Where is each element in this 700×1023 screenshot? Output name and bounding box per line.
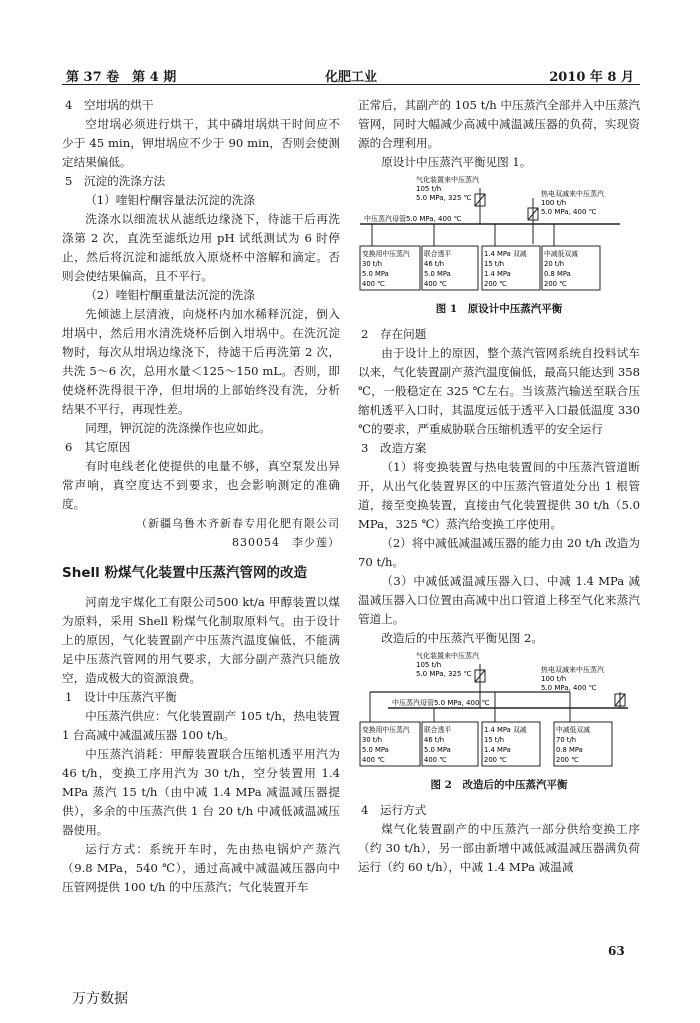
paragraph: 正常后，其副产的 105 t/h 中压蒸汽全部并入中压蒸汽管网，同时大幅减少高减中减温减压器的负荷，实现资源的合理利用。	[358, 98, 640, 150]
svg-text:400 ℃: 400 ℃	[424, 756, 447, 764]
figure-caption: 图 1 原设计中压蒸汽平衡	[435, 303, 563, 315]
paragraph: 改造后的中压蒸汽平衡见图 2。	[381, 631, 543, 645]
article-title: Shell 粉煤气化装置中压蒸汽管网的改造	[62, 565, 307, 581]
svg-text:中减低双减: 中减低双减	[544, 250, 578, 258]
affiliation: （新疆乌鲁木齐新春专用化肥有限公司	[136, 517, 340, 530]
consumer-box	[360, 722, 420, 766]
svg-text:200 ℃: 200 ℃	[544, 280, 567, 288]
section-heading: 4 运行方式	[361, 803, 427, 817]
svg-text:200 ℃: 200 ℃	[556, 756, 579, 764]
paragraph: 中压蒸汽供应：气化装置副产 105 t/h，热电装置 1 台高减中减温减压器 100 t/h。	[62, 709, 340, 742]
consumer-box	[482, 246, 540, 290]
section-heading: 4 空坩埚的烘干	[65, 98, 154, 112]
svg-text:5.0 MPa: 5.0 MPa	[362, 746, 389, 754]
running-header	[62, 64, 640, 85]
svg-text:变换用中压蒸汽: 变换用中压蒸汽	[362, 726, 410, 734]
paragraph: 有时电线老化使提供的电量不够，真空泵发出异常声响，真空度达不到要求，也会影响测定的准确度。	[62, 459, 340, 511]
paragraph: 运行方式：系统开车时，先由热电锅炉产蒸汽（9.8 MPa，540 ℃），通过高减中减温减压器向中压管网提供 100 t/h 的中压蒸汽；气化装置开车	[62, 842, 340, 894]
paragraph: 原设计中压蒸汽平衡见图 1。	[381, 155, 532, 169]
paragraph: 煤气化装置副产的中压蒸汽一部分供给变换工序（约 30 t/h），另一部由新增中减低减温减压器满负荷运行（约 60 t/h），中减 1.4 MPa 减温减	[358, 822, 640, 874]
svg-text:联合透平: 联合透平	[424, 250, 452, 258]
svg-text:联合透平: 联合透平	[424, 726, 452, 734]
left-column	[62, 96, 340, 897]
section-heading: 5 沉淀的洗涤方法	[65, 174, 166, 188]
consumer-box	[542, 246, 600, 290]
svg-text:30 t/h: 30 t/h	[362, 736, 383, 744]
svg-text:0.8 MPa: 0.8 MPa	[556, 746, 583, 754]
affiliation-author: 830054 李少莲）	[232, 536, 340, 549]
page-number: 63	[608, 944, 625, 958]
svg-text:5.0 MPa: 5.0 MPa	[362, 270, 389, 278]
svg-text:20 t/h: 20 t/h	[544, 260, 565, 268]
svg-text:0.8 MPa: 0.8 MPa	[544, 270, 571, 278]
consumer-box	[554, 722, 612, 766]
hp-source-flow: 100 t/h	[541, 675, 567, 683]
right-column	[358, 96, 640, 877]
header-label: 中压蒸汽母管5.0 MPa, 400 ℃	[392, 699, 490, 707]
hp-source-label: 热电双减来中压蒸汽	[541, 666, 604, 674]
subheading: （2）喹钼柠酮重量法沉淀的洗涤	[85, 288, 255, 302]
svg-text:5.0 MPa: 5.0 MPa	[424, 270, 451, 278]
hp-source-label: 热电双减来中压蒸汽	[541, 190, 604, 198]
hp-source-cond: 5.0 MPa, 400 ℃	[541, 684, 597, 692]
svg-text:400 ℃: 400 ℃	[424, 280, 447, 288]
svg-text:1.4 MPa 双减: 1.4 MPa 双减	[484, 726, 527, 734]
consumer-box	[482, 722, 540, 766]
section-heading: 6 其它原因	[65, 440, 131, 454]
paragraph: （2）将中减低减温减压器的能力由 20 t/h 改造为 70 t/h。	[358, 536, 640, 569]
consumer-box	[422, 722, 478, 766]
svg-text:46 t/h: 46 t/h	[424, 260, 445, 268]
paragraph: 洗涤水以细流状从滤纸边缘浇下，待滤干后再洗涤第 2 次，直洗至滤纸边用 pH 试纸测试为 6 时停止，然后将沉淀和滤纸放入原烧杯中溶解和滴定。否则会使结果偏高，且不平行。	[62, 212, 340, 283]
subheading: （1）喹钼柠酮容量法沉淀的洗涤	[85, 193, 255, 207]
figure-1	[358, 174, 640, 298]
svg-text:15 t/h: 15 t/h	[484, 260, 505, 268]
svg-text:1.4 MPa 双减: 1.4 MPa 双减	[484, 250, 527, 258]
header-volume: 第 37 卷 第 4 期	[66, 70, 177, 85]
paragraph: 先倾滤上层清液，向烧杯内加水稀释沉淀，倒入坩埚中，然后用水清洗烧杯后倒入坩埚中。在洗沉淀物时，每次从坩埚边缘浇下，待滤干后再洗第 2 次，共洗 5～6 次，总用水量＜125～150 mL。否则，即使烧杯洗得很干净，但坩埚的上部始终没有洗，分析结果不平行，再现性差。	[62, 307, 340, 416]
watermark: 万方数据	[72, 991, 128, 1007]
figure-caption: 图 2 改造后的中压蒸汽平衡	[430, 779, 568, 791]
gas-source-flow: 105 t/h	[416, 185, 442, 193]
svg-text:200 ℃: 200 ℃	[484, 280, 507, 288]
svg-text:中减低双减: 中减低双减	[556, 726, 590, 734]
section-heading: 1 设计中压蒸汽平衡	[65, 690, 177, 704]
section-heading: 3 改造方案	[361, 441, 427, 455]
svg-text:400 ℃: 400 ℃	[362, 280, 385, 288]
svg-text:1.4 MPa: 1.4 MPa	[484, 270, 511, 278]
header-journal: 化肥工业	[324, 70, 377, 85]
svg-text:30 t/h: 30 t/h	[362, 260, 383, 268]
hp-source-flow: 100 t/h	[541, 199, 567, 207]
consumer-box	[422, 246, 478, 290]
paragraph: （3）中减低减温减压器入口、中减 1.4 MPa 减温减压器入口位置由高减中出口管道上移至气化来蒸汽管道上。	[358, 574, 640, 626]
svg-text:5.0 MPa: 5.0 MPa	[424, 746, 451, 754]
gas-source-flow: 105 t/h	[416, 661, 442, 669]
steam-diagram-2	[358, 650, 640, 774]
section-heading: 2 存在问题	[361, 327, 427, 341]
svg-text:70 t/h: 70 t/h	[556, 736, 577, 744]
gas-source-cond: 5.0 MPa, 325 ℃	[416, 670, 472, 678]
hp-source-cond: 5.0 MPa, 400 ℃	[541, 208, 597, 216]
gas-source-label: 气化装置来中压蒸汽	[416, 652, 479, 660]
paragraph: 中压蒸汽消耗：甲醇装置联合压缩机透平用汽为 46 t/h，变换工序用汽为 30 t/h，空分装置用 1.4 MPa 蒸汽 15 t/h（由中减 1.4 MPa 减温减压器提供），多余的中压蒸汽供 1 台 20 t/h 中减低减温减压器使用。	[62, 747, 340, 837]
figure-2	[358, 650, 640, 774]
svg-text:400 ℃: 400 ℃	[362, 756, 385, 764]
paragraph: （1）将变换装置与热电装置间的中压蒸汽管道断开，从出气化装置界区的中压蒸汽管道处分出 1 根管道，接至变换装置，直接由气化装置提供 30 t/h（5.0 MPa，325 ℃）蒸汽给变换工序使用。	[358, 460, 640, 531]
header-label: 中压蒸汽母管5.0 MPa, 400 ℃	[364, 215, 462, 223]
paragraph: 由于设计上的原因，整个蒸汽管网系统自投料试车以来，气化装置副产蒸汽温度偏低，最高只能达到 358 ℃，一般稳定在 325 ℃左右。当该蒸汽输送至联合压缩机透平入口时，其温度远低于透平入口最低温度 330 ℃的要求，严重威胁联合压缩机透平的安全运行	[358, 346, 640, 436]
svg-text:200 ℃: 200 ℃	[484, 756, 507, 764]
svg-text:变换用中压蒸汽: 变换用中压蒸汽	[362, 250, 410, 258]
paragraph: 河南龙宇煤化工有限公司500 kt/a 甲醇装置以煤为原料，采用 Shell 粉煤气化制取原料气。由于设计上的原因，气化装置副产中压蒸汽温度偏低，不能满足中压蒸汽管网的用气要求，大部分副产蒸汽只能放空，造成极大的资源浪费。	[62, 595, 340, 685]
svg-text:1.4 MPa: 1.4 MPa	[484, 746, 511, 754]
svg-text:46 t/h: 46 t/h	[424, 736, 445, 744]
consumer-box	[360, 246, 420, 290]
gas-source-label: 气化装置来中压蒸汽	[416, 176, 479, 184]
paragraph: 空坩埚必须进行烘干，其中磷坩埚烘干时间应不少于 45 min，钾坩埚应不少于 90 min，否则会使测定结果偏低。	[62, 117, 340, 169]
gas-source-cond: 5.0 MPa, 325 ℃	[416, 194, 472, 202]
svg-text:15 t/h: 15 t/h	[484, 736, 505, 744]
steam-diagram-1	[358, 174, 640, 298]
paragraph: 同理，钾沉淀的洗涤操作也应如此。	[85, 421, 271, 435]
header-date: 2010 年 8 月	[549, 70, 634, 85]
